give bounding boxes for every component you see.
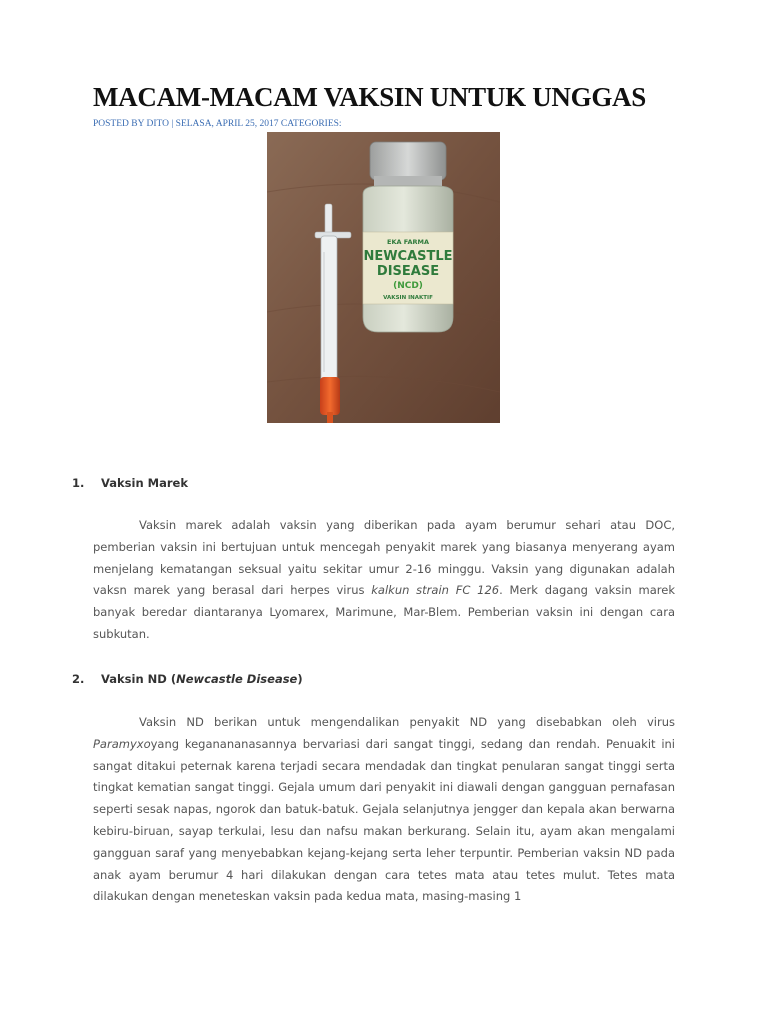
section-1-heading <box>72 476 188 490</box>
section-2-title-em: Newcastle Disease <box>176 672 298 686</box>
section-2-title: Vaksin ND ( <box>101 672 177 686</box>
svg-text:DISEASE: DISEASE <box>376 264 440 279</box>
section-2-title-end: ) <box>297 672 303 686</box>
article-meta: POSTED BY DITO | SELASA, APRIL 25, 2017 CATEGORIES: <box>93 119 342 129</box>
svg-text:EKA FARMA: EKA FARMA <box>387 238 429 246</box>
svg-text:(NCD): (NCD) <box>393 281 423 291</box>
section-1-number: 1. <box>72 476 85 490</box>
article-title: MACAM-MACAM VAKSIN UNTUK UNGGAS <box>93 82 646 112</box>
svg-text:NEWCASTLE: NEWCASTLE <box>363 249 453 264</box>
section-2-heading <box>72 672 303 686</box>
section-2-number: 2. <box>72 672 85 686</box>
vaccine-photo <box>267 132 500 423</box>
vaccine-photo-image <box>267 132 500 423</box>
section-1-title: Vaksin Marek <box>101 476 188 490</box>
section-1-paragraph: Vaksin marek adalah vaksin yang diberikan pada ayam berumur sehari atau DOC, pemberian vaksin ini bertujuan untuk mencegah penyakit marek yang biasanya menyerang ayam menjelang kematangan seksual yaitu sekitar umur 2-16 minggu. Vaksin yang digunakan adalah vaksn marek yang berasal dari herpes virus kalkun strain FC 126. Merk dagang vaksin marek banyak beredar diantaranya Lyomarex, Marimune, Mar-Blem. Pemberian vaksin ini dengan cara subkutan. <box>93 518 675 641</box>
section-2-paragraph: Vaksin ND berikan untuk mengendalikan penyakit ND yang disebabkan oleh virus Paramyxoyang keganananasannya bervariasi dari sangat tinggi, sedang dan rendah. Penuakit ini sangat ditakui peternak karena terjadi secara mendadak dan tingkat penularan sangat tinggi serta tingkat kematian sangat tinggi. Gejala umum dari penyakit ini diawali dengan gangguan pernafasan seperti sesak napas, ngorok dan batuk-batuk. Gejala selanjutnya jengger dan kepala akan berwarna kebiru-biruan, sayap terkulai, lesu dan nafsu makan berkurang. Selain itu, ayam akan mengalami gangguan saraf yang menyebabkan kejang-kejang serta leher terpuntir. Pemberian vaksin ND pada anak ayam berumur 4 hari dilakukan dengan cara tetes mata atau tetes mulut. Tetes mata dilakukan dengan meneteskan vaksin pada kedua mata, masing-masing 1 <box>93 715 675 904</box>
svg-text:VAKSIN INAKTIF: VAKSIN INAKTIF <box>383 295 433 301</box>
